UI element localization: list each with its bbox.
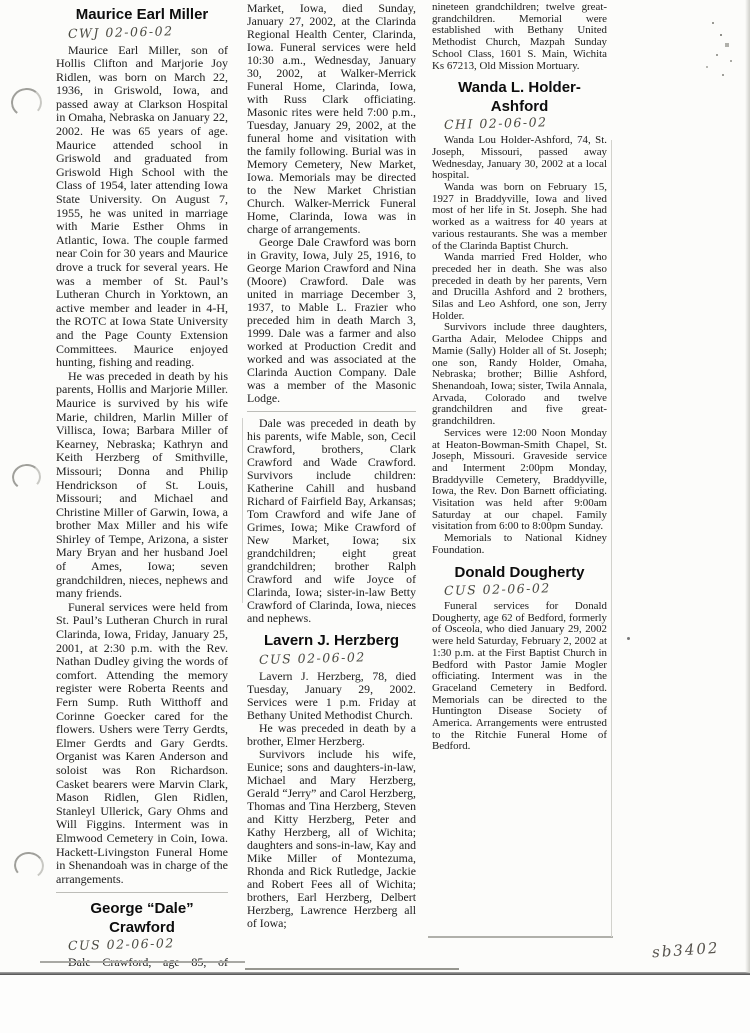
column-1 bbox=[56, 6, 228, 959]
obit-paragraph: Maurice Earl Miller, son of Hollis Clifton and Marjorie Joy Ridlen, was born on March 22, 1936, in Griswold, Iowa, and passed away at Clarkson Hospital in Omaha, Nebraska on January 22, 2002. He was 65 years of age. Maurice attended school in Griswold and graduated from Griswold High School with the Class of 1954, later attending Iowa State University. On August 7, 1955, he was united in marriage with Marie Esther Ohms in Atlantic, Iowa. The couple farmed near Coin for 30 years and Maurice drove a truck for several years. He was a member of St. Paul’s Lutheran Church in Yorktown, an active member and leader in 4-H, the ROTC at Iowa State University and the Page County Extension Committees. Maurice enjoyed hunting, fishing and reading. bbox=[56, 42, 228, 370]
obit-paragraph: Lavern J. Herzberg, 78, died Tuesday, January 29, 2002. Services were 1 p.m. Friday at Bethany United Methodist Church. bbox=[247, 668, 416, 722]
handwritten-date-maurice: CWJ 02-06-02 bbox=[67, 22, 174, 41]
obit-paragraph: Memorials to National Kidney Foundation. bbox=[432, 532, 607, 556]
clipping-seam bbox=[56, 892, 228, 893]
obit-title-lavern: Lavern J. Herzberg bbox=[263, 632, 400, 649]
obit-paragraph: Market, Iowa, died Sunday, January 27, 2002, at the Clarinda Regional Health Center, Clarinda, Iowa. Funeral services were held 10:30 a.m., Wednesday, January 30, 2002, at Walker-Merrick Funeral Home, Clarinda, Iowa, with Russ Clark officiating. Masonic rites were held 7:00 p.m., Tuesday, January 29, 2002, at the funeral home and visitation with the family following. Burial was in Memory Cemetery, New Market, Iowa. Memorials may be directed to the New Market Christian Church. Walker-Merrick Funeral Home, Clarinda, Iowa was in charge of arrangements. bbox=[247, 1, 416, 236]
obit-paragraph: Services were 12:00 Noon Monday at Heaton-Bowman-Smith Chapel, St. Joseph, Missouri. Graveside service and Interment 2:00pm Monday, Braddyville Cemetery, Braddyville, Iowa, the Rev. Don Barnett officiating. Visitation was held after 9:00am Saturday at our chapel. Family visitation from 6:00 to 8:00pm Sunday. bbox=[432, 426, 607, 533]
handwritten-date-lavern: CUS 02-06-02 bbox=[258, 648, 366, 667]
handwritten-code: sb3402 bbox=[651, 938, 721, 962]
column-2 bbox=[247, 2, 416, 966]
punch-hole-icon bbox=[11, 463, 43, 492]
handwritten-date-donald: CUS 02-06-02 bbox=[443, 580, 551, 599]
clipping-side-edge bbox=[242, 418, 243, 603]
scanner-background bbox=[0, 975, 750, 1033]
handwritten-date-wanda: CHI 02-06-02 bbox=[443, 114, 548, 133]
clipping-bottom-edge bbox=[245, 968, 459, 970]
clipping-seam bbox=[247, 411, 416, 412]
clipping-bottom-edge bbox=[40, 961, 245, 963]
obit-title-wanda: Wanda L. Holder-Ashford bbox=[458, 79, 581, 115]
scan-noise bbox=[712, 22, 714, 24]
scan-noise bbox=[627, 637, 630, 640]
obit-paragraph: Wanda Lou Holder-Ashford, 74, St. Joseph, Missouri, passed away Wednesday, January 30, 2002 at a local hospital. bbox=[432, 134, 607, 182]
column-3 bbox=[432, 2, 607, 934]
clipping-bottom-edge bbox=[428, 936, 613, 938]
obit-title-george: George “Dale” Crawford bbox=[90, 900, 194, 936]
obit-paragraph: Survivors include his wife, Eunice; sons and daughters-in-law, Michael and Mary Herzberg, Gerald “Jerry” and Carol Herzberg, Thomas and Tina Herzberg, Steven and Kitty Herzberg, Peter and Kathy Herzberg, all of Wichita; daughters and sons-in-law, Kay and Mike Miller of Montezuma, Rhonda and Rick Rutledge, Jackie and Robert Fees all of Wichita; brothers, Earl Herzberg, Delbert Herzberg, Lawrence Herzberg all of Iowa; bbox=[247, 746, 416, 930]
obit-paragraph: He was preceded in death by a brother, Elmer Herzberg. bbox=[247, 720, 416, 748]
punch-hole-icon bbox=[12, 850, 45, 881]
clipping-side-edge bbox=[611, 140, 612, 937]
obit-paragraph: He was preceded in death by his parents, Hollis and Marjorie Miller. Maurice is survived by his wife Marie, children, Marlin Miller of Villisca, Iowa; Barbara Miller of Kearney, Nebraska; Kathryn and Keith Herzberg of Smithville, Missouri; Donna and Philip Hendrickson of St. Louis, Missouri; and Michael and Christine Miller of Garwin, Iowa, a brother Max Miller and his wife Shirley of Tempe, Arizona, a sister Mary Bryan and her husband Joel of Ames, Iowa; seven grandchildren, nieces, nephews and many friends. bbox=[56, 368, 228, 601]
obit-paragraph: Wanda married Fred Holder, who preceded her in death. She was also preceded in death by her parents, Vern and Drucilla Ashford and 2 brothers, Silas and Leo Ashford, one son, Jerry Holder. bbox=[432, 251, 607, 322]
handwritten-date-george: CUS 02-06-02 bbox=[67, 935, 175, 954]
obit-paragraph: Funeral services were held from St. Paul’s Lutheran Church in rural Clarinda, Iowa, Friday, January 25, 2001, at 2:30 p.m. with the Rev. Nathan Dudley giving the words of comfort. Attending the memory register were Roberta Reents and Fern Sump. Ruth Witthoff and Corinne Goecker cared for the flowers. Ushers were Terry Gerdts, Elmer Gerdts and Gary Gerdts. Organist was Karen Anderson and soloist was Ron Richardson. Casket bearers were Marvin Clark, Mason Ridlen, Glen Ridlen, Stanleyl Ullerick, Gary Ohms and Will Figgins. Interment was in Elmwood Cemetery in Coin, Iowa. Hackett-Livingston Funeral Home in Shenandoah was in charge of the arrangements. bbox=[56, 599, 228, 886]
page-edge-shadow bbox=[745, 0, 750, 973]
obit-paragraph: nineteen grandchildren; twelve great-grandchildren. Memorial were established with Bethany United Methodist Church, Mazpah Sunday School Class, 1601 S. Main, Wichita Ks 67213, Old Mission Mortuary. bbox=[432, 1, 607, 72]
obit-paragraph: Funeral services for Donald Dougherty, age 62 of Bedford, formerly of Osceola, who died January 29, 2002 were held Saturday, February 2, 2002 at 1:30 p.m. at the First Baptist Church in Bedford with Pastor Jamie Mogler officiating. Interment was in the Graceland Cemetery in Bedford. Memorials can be directed to the Huntington Disease Society of America. Arrangements were entrusted to the Ritchie Funeral Home of Bedford. bbox=[432, 600, 607, 753]
obit-paragraph: Dale was preceded in death by his parents, wife Mable, son, Cecil Crawford, brothers, Clark Crawford and Wade Crawford. Survivors include children: Katherine Cahill and husband Richard of Fairfield Bay, Arkansas; Tom Crawford and wife Jane of Grimes, Iowa; Mike Crawford of New Market, Iowa; six grandchildren; eight great grandchildren; brother Ralph Crawford and wife Joyce of Clarinda, Iowa; sister-in-law Betty Crawford of Clarinda, Iowa, nieces and nephews. bbox=[247, 416, 416, 625]
obit-paragraph: Survivors include three daughters, Gartha Adair, Melodee Chipps and Mamie (Sally) Holder all of St. Joseph; one son, Randy Holder, Omaha, Nebraska; brother; Billie Ashford, Shenandoah, Iowa; sister, Twila Annala, Arvada, Colorado and twelve grandchildren and five great-grandchildren. bbox=[432, 321, 607, 428]
obit-title-maurice: Maurice Earl Miller bbox=[75, 6, 209, 23]
obit-title-donald: Donald Dougherty bbox=[454, 563, 585, 581]
obit-paragraph: George Dale Crawford was born in Gravity, Iowa, July 25, 1916, to George Marion Crawford and Nina (Moore) Crawford. Dale was united in marriage December 3, 1937, to Mable L. Frazier who preceded him in death March 3, 1999. Dale was a farmer and also worked at Production Credit and worked and was associated at the Clarinda Auction Company. Dale was a member of the Masonic Lodge. bbox=[247, 235, 416, 405]
punch-hole-icon bbox=[10, 86, 44, 118]
obit-paragraph: Wanda was born on February 15, 1927 in Braddyville, Iowa and lived most of her life in St. Joseph. She had worked as a waitress for 40 years at various restaurants. She was a member of the Clarinda Baptist Church. bbox=[432, 181, 607, 252]
